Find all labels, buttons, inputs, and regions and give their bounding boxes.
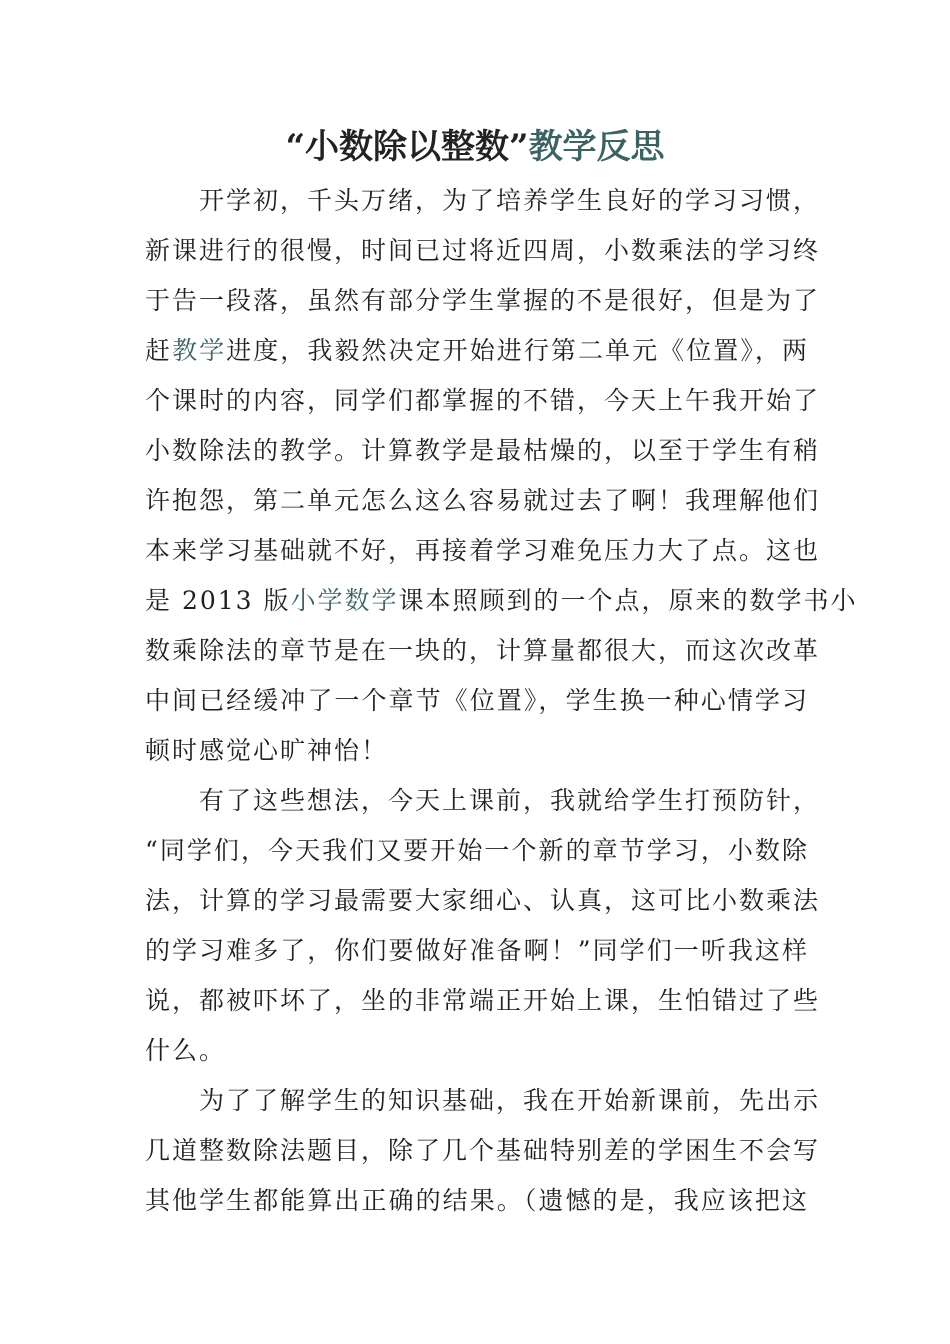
text-line: 为了了解学生的知识基础，我在开始新课前，先出示 [145, 1086, 821, 1115]
text-line: 法，计算的学习最需要大家细心、认真，这可比小数乘法 [145, 886, 821, 915]
text-line: “同学们，今天我们又要开始一个新的章节学习，小数除 [145, 836, 809, 865]
inline-link[interactable]: 小学数学 [290, 586, 399, 615]
text-line [145, 326, 809, 376]
text-line: 其他学生都能算出正确的结果。（遗憾的是，我应该把这 [145, 1186, 809, 1215]
text-line: 有了这些想法，今天上课前，我就给学生打预防针， [145, 786, 821, 815]
text-segment: 进度，我毅然决定开始进行第二单元《位置》，两 [226, 336, 809, 365]
text-segment: 是 2013 版 [145, 586, 291, 615]
text-line: 于告一段落，虽然有部分学生掌握的不是很好，但是为了 [145, 286, 821, 315]
inline-link[interactable]: 教学 [172, 336, 227, 365]
text-line: 顿时感觉心旷神怡！ [145, 736, 389, 765]
text-line: 小数除法的教学。计算教学是最枯燥的，以至于学生有稍 [145, 436, 821, 465]
text-line: 什么。 [145, 1036, 227, 1065]
title-link[interactable]: 教学反思 [528, 127, 665, 167]
text-line: 说，都被吓坏了，坐的非常端正开始上课，生怕错过了些 [145, 986, 821, 1015]
body-text [145, 176, 858, 1226]
text-line: 个课时的内容，同学们都掌握的不错，今天上午我开始了 [145, 386, 821, 415]
text-line: 数乘除法的章节是在一块的，计算量都很大，而这次改革 [145, 636, 821, 665]
document-title [0, 122, 950, 172]
title-main: “小数除以整数” [285, 127, 529, 167]
text-line: 几道整数除法题目，除了几个基础特别差的学困生不会写 [145, 1136, 821, 1165]
text-line: 的学习难多了，你们要做好准备啊！”同学们一听我这样 [145, 936, 809, 965]
text-segment: 赶 [145, 336, 173, 365]
text-segment: 课本照顾到的一个点，原来的数学书小 [398, 586, 858, 615]
text-line [145, 576, 858, 626]
text-line: 本来学习基础就不好，再接着学习难免压力大了点。这也 [145, 536, 821, 565]
text-line: 中间已经缓冲了一个章节《位置》，学生换一种心情学习 [145, 686, 809, 715]
text-line: 新课进行的很慢，时间已过将近四周，小数乘法的学习终 [145, 236, 821, 265]
text-line: 开学初，千头万绪，为了培养学生良好的学习习惯， [145, 186, 821, 215]
text-line: 许抱怨，第二单元怎么这么容易就过去了啊！我理解他们 [145, 486, 821, 515]
